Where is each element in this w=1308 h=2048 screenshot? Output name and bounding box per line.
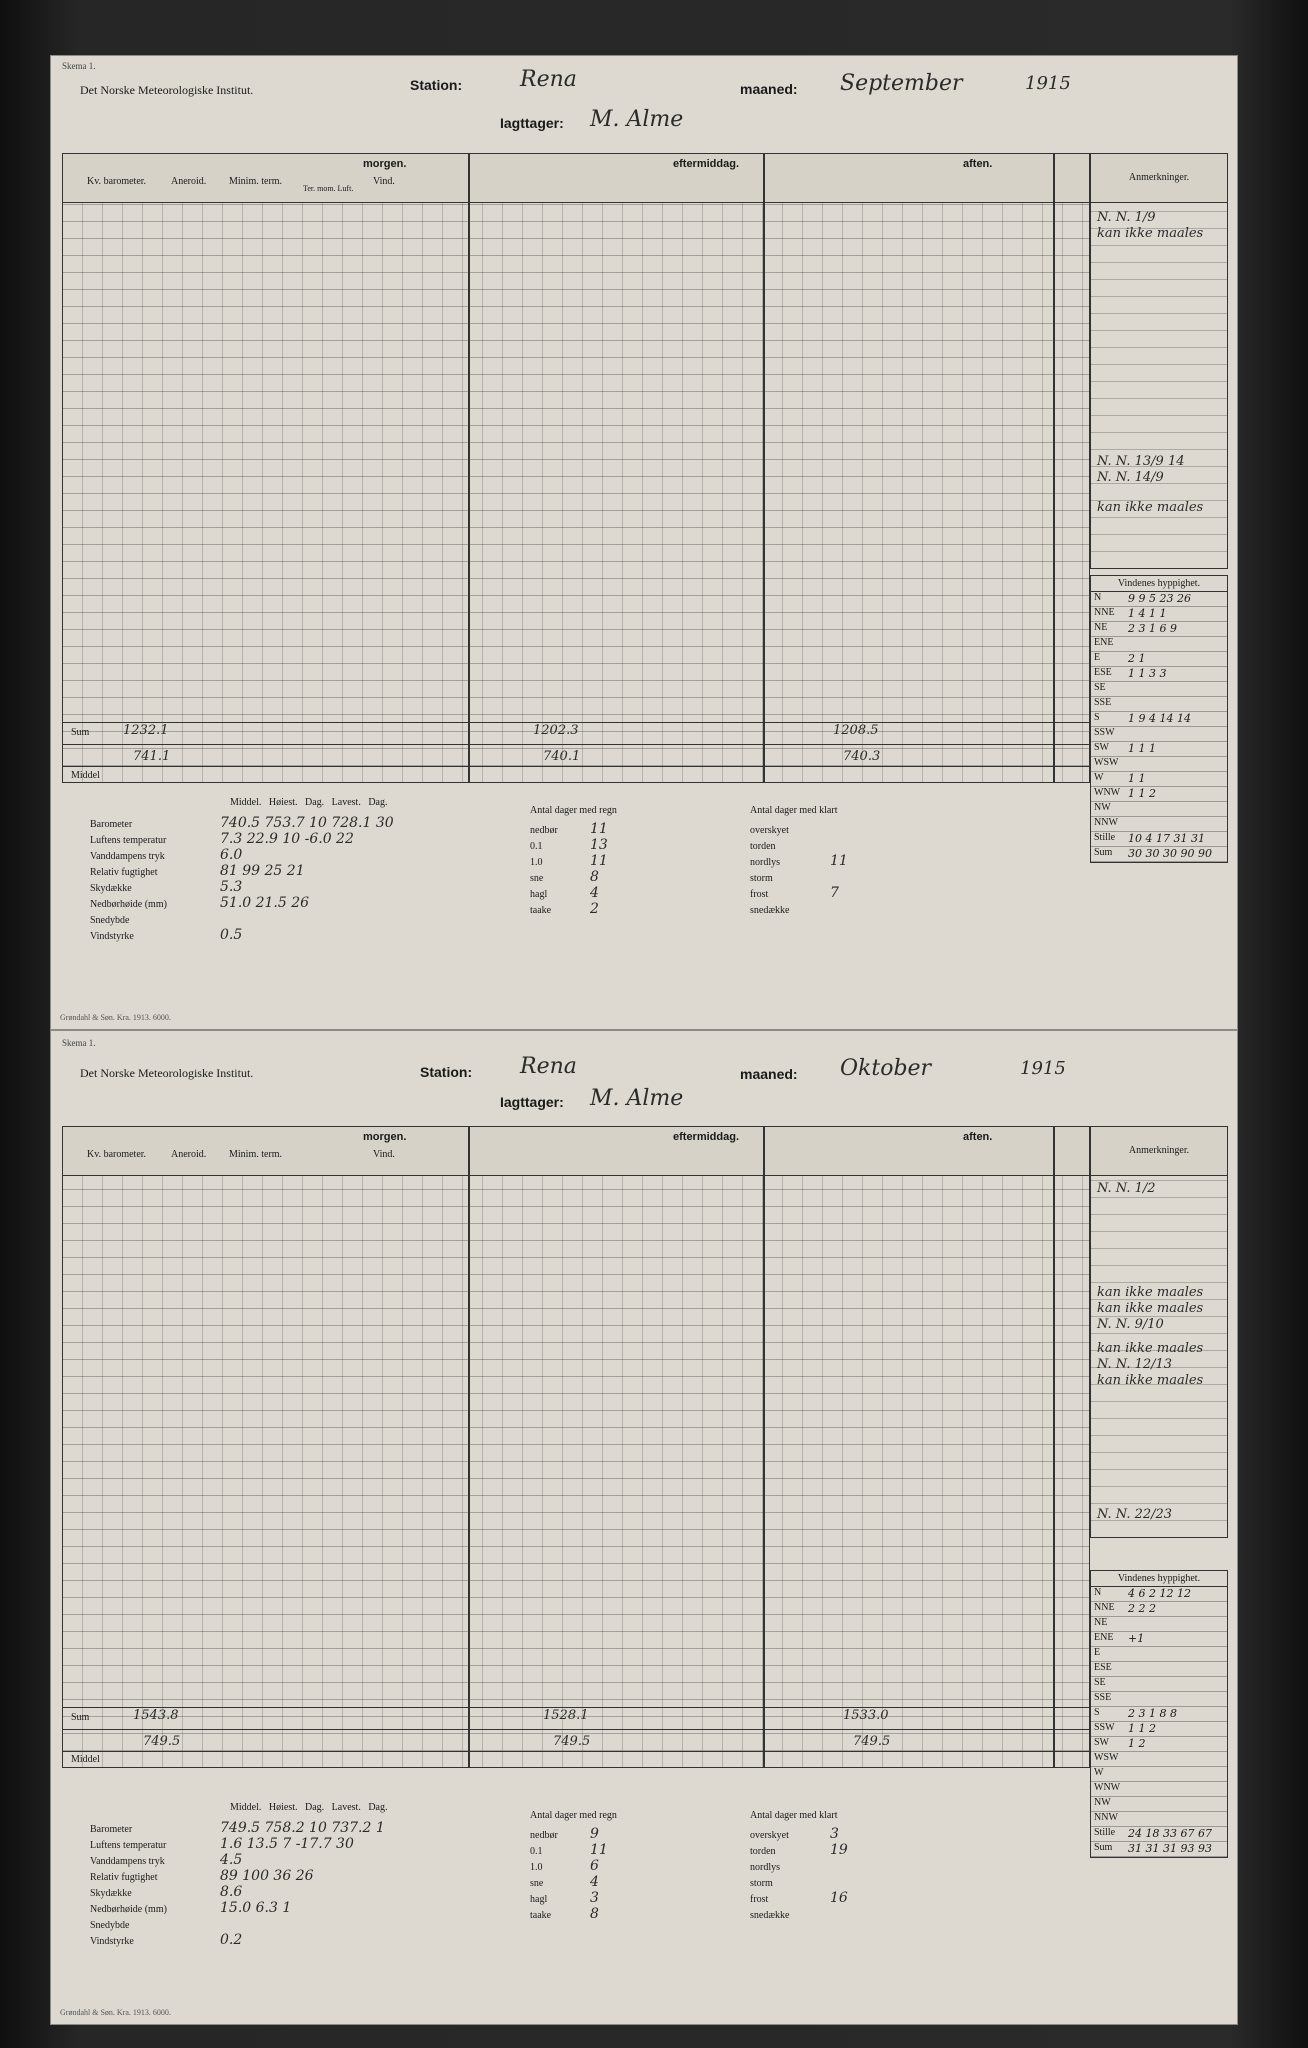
observation-table — [62, 153, 1090, 783]
wind-dir: SSE — [1094, 697, 1112, 708]
days-row: sne 4 — [530, 1874, 599, 1890]
wind-dir: WSW — [1094, 757, 1119, 768]
wind-row — [1091, 1737, 1227, 1752]
wind-row — [1091, 1662, 1227, 1677]
wind-val: 1 1 3 3 — [1128, 667, 1167, 680]
wind-dir: ENE — [1094, 637, 1114, 648]
wind-val — [1128, 802, 1227, 816]
section-divider — [468, 1127, 470, 1767]
days2-row: overskyet 3 — [750, 1826, 839, 1842]
wind-val: 4 6 2 12 12 — [1128, 1587, 1191, 1600]
section-divider — [468, 154, 470, 782]
stats-header: Dag. — [305, 797, 325, 808]
wind-val — [1128, 817, 1227, 831]
wind-row — [1091, 802, 1227, 817]
sum-label: Sum — [71, 1712, 90, 1723]
wind-dir: WNW — [1094, 787, 1121, 798]
wind-row — [1091, 742, 1227, 757]
wind-row — [1091, 1647, 1227, 1662]
remark: N. N. 1/2 — [1097, 1181, 1156, 1196]
remark: kan ikke maales — [1097, 1373, 1204, 1388]
sum-row-2 — [63, 744, 1089, 767]
station-label: Station: — [410, 77, 463, 93]
stats-row: Relativ fugtighet 81 99 25 21 — [90, 863, 305, 879]
col-term: Ter. mom. Luft. — [303, 184, 354, 193]
stats-header: Dag. — [368, 1802, 388, 1813]
wind-val — [1128, 1692, 1227, 1706]
wind-dir: N — [1094, 592, 1102, 603]
wind-row — [1091, 1602, 1227, 1617]
days-count-2 — [750, 1810, 848, 1922]
days-title: Antal dager med regn — [530, 805, 617, 816]
section-divider — [1053, 1127, 1055, 1767]
period-afternoon: eftermiddag. — [673, 158, 740, 170]
days-count-2 — [750, 805, 848, 917]
wind-dir: NE — [1094, 622, 1108, 633]
stats-header: Høiest. — [268, 1802, 298, 1813]
wind-row — [1091, 697, 1227, 712]
wind-row — [1091, 1722, 1227, 1737]
wind-frequency-table — [1090, 575, 1228, 863]
wind-dir: SSE — [1094, 1692, 1112, 1703]
wind-dir: ESE — [1094, 667, 1112, 678]
monthly-stats — [90, 1802, 388, 1948]
sum-value: 1533.0 — [843, 1708, 889, 1723]
remark: N. N. 9/10 — [1097, 1317, 1164, 1332]
wind-dir: W — [1094, 772, 1104, 783]
station-value: Rena — [520, 1054, 577, 1079]
sum-value: 1202.3 — [533, 723, 579, 738]
wind-row — [1091, 1692, 1227, 1707]
wind-dir: NE — [1094, 1617, 1108, 1628]
wind-dir: Sum — [1094, 847, 1113, 858]
remark: N. N. 1/9 — [1097, 210, 1156, 225]
days2-row: torden 19 — [750, 1842, 848, 1858]
days2-row: nordlys — [750, 1862, 780, 1873]
column-header-row — [63, 1127, 1089, 1176]
sum-row-2 — [63, 1729, 1089, 1752]
wind-val — [1128, 1752, 1227, 1766]
wind-val — [1128, 1812, 1227, 1826]
sum-value: 1543.8 — [133, 1708, 179, 1723]
wind-val — [1128, 697, 1227, 711]
wind-val: 31 31 31 93 93 — [1128, 1842, 1212, 1855]
sum-row — [63, 1707, 1089, 1730]
stats-row: Luftens temperatur 7.3 22.9 10 -6.0 22 — [90, 831, 354, 847]
wind-row — [1091, 607, 1227, 622]
wind-val — [1128, 1662, 1227, 1676]
days2-row: storm — [750, 1878, 773, 1889]
sum-value: 749.5 — [143, 1734, 181, 1749]
wind-title: Vindenes hyppighet. — [1091, 576, 1227, 592]
wind-row — [1091, 637, 1227, 652]
stats-header: Middel. — [230, 797, 262, 808]
days-row: 0.1 11 — [530, 1842, 608, 1858]
sheet-september — [50, 55, 1238, 1030]
wind-val: 10 4 17 31 31 — [1128, 832, 1205, 845]
wind-row — [1091, 1782, 1227, 1797]
wind-val — [1128, 682, 1227, 696]
wind-row — [1091, 652, 1227, 667]
wind-row — [1091, 1677, 1227, 1692]
stats-row: Skydække 8.6 — [90, 1884, 243, 1900]
wind-val: 1 4 1 1 — [1128, 607, 1167, 620]
remark: kan ikke maales — [1097, 1301, 1204, 1316]
wind-dir: E — [1094, 652, 1101, 663]
col-minim: Minim. term. — [229, 176, 283, 187]
month-value: Oktober — [840, 1056, 932, 1081]
days-row: 1.0 6 — [530, 1858, 599, 1874]
wind-val — [1128, 1767, 1227, 1781]
institute-name: Det Norske Meteorologiske Institut. — [80, 83, 254, 97]
wind-val: 1 2 — [1128, 1737, 1146, 1750]
remarks-column — [1090, 153, 1228, 569]
wind-val — [1128, 727, 1227, 741]
wind-dir: W — [1094, 1767, 1104, 1778]
wind-row — [1091, 847, 1227, 862]
wind-val: 2 2 2 — [1128, 1602, 1156, 1615]
section-divider — [763, 1127, 765, 1767]
wind-val — [1128, 1647, 1227, 1661]
remark: kan ikke maales — [1097, 500, 1204, 515]
stats-row: Luftens temperatur 1.6 13.5 7 -17.7 30 — [90, 1836, 354, 1852]
wind-row — [1091, 1797, 1227, 1812]
days2-row: nordlys 11 — [750, 853, 848, 869]
sum-value: 749.5 — [853, 1734, 891, 1749]
stats-header: Lavest. — [331, 1802, 361, 1813]
col-aneroid: Aneroid. — [171, 176, 207, 187]
remarks-title: Anmerkninger. — [1091, 154, 1227, 203]
wind-val — [1128, 1797, 1227, 1811]
sum-row — [63, 722, 1089, 745]
sum-value: 740.3 — [843, 749, 881, 764]
wind-row — [1091, 667, 1227, 682]
wind-dir: N — [1094, 1587, 1102, 1598]
wind-val — [1128, 637, 1227, 651]
col-minim: Minim. term. — [229, 1149, 283, 1160]
sum-value: 1528.1 — [543, 1708, 589, 1723]
middel-row — [63, 766, 1089, 789]
wind-row — [1091, 1767, 1227, 1782]
wind-val: 2 1 — [1128, 652, 1146, 665]
wind-dir: ENE — [1094, 1632, 1114, 1643]
stats-row: Vanddampens tryk 6.0 — [90, 847, 243, 863]
stats-row: Relativ fugtighet 89 100 36 26 — [90, 1868, 314, 1884]
stats-header: Dag. — [305, 1802, 325, 1813]
form-number: Skema 1. — [62, 61, 96, 71]
remark: N. N. 22/23 — [1097, 1507, 1173, 1522]
days2-row: frost 16 — [750, 1890, 848, 1906]
wind-val: +1 — [1128, 1632, 1145, 1645]
wind-row — [1091, 592, 1227, 607]
wind-row — [1091, 787, 1227, 802]
year-value: 1915 — [1020, 1058, 1066, 1079]
institute-name: Det Norske Meteorologiske Institut. — [80, 1066, 254, 1080]
sum-value: 740.1 — [543, 749, 581, 764]
wind-dir: SW — [1094, 1737, 1109, 1748]
section-divider — [763, 154, 765, 782]
wind-dir: ESE — [1094, 1662, 1112, 1673]
days-title: Antal dager med regn — [530, 1810, 617, 1821]
period-morning: morgen. — [363, 158, 407, 170]
stats-row: Nedbørhøide (mm) 15.0 6.3 1 — [90, 1900, 292, 1916]
stats-row: Vanddampens tryk 4.5 — [90, 1852, 243, 1868]
wind-row — [1091, 832, 1227, 847]
section-divider — [1053, 154, 1055, 782]
stats-header: Lavest. — [331, 797, 361, 808]
column-header-row — [63, 154, 1089, 203]
remark: kan ikke maales — [1097, 1341, 1204, 1356]
days-row: sne 8 — [530, 869, 599, 885]
days2-row: snedække — [750, 1910, 790, 1921]
wind-row — [1091, 682, 1227, 697]
col-wind: Vind. — [373, 1149, 395, 1160]
remark: kan ikke maales — [1097, 1285, 1204, 1300]
wind-row — [1091, 1827, 1227, 1842]
observer-value: M. Alme — [590, 1086, 684, 1111]
wind-row — [1091, 1707, 1227, 1722]
wind-row — [1091, 772, 1227, 787]
col-barometer: Kv. barometer. — [87, 176, 147, 187]
wind-dir: WNW — [1094, 1782, 1121, 1793]
wind-val: 2 3 1 6 9 — [1128, 622, 1177, 635]
wind-dir: NNW — [1094, 1812, 1118, 1823]
wind-dir: S — [1094, 1707, 1100, 1718]
days2-row: snedække — [750, 905, 790, 916]
wind-dir: SE — [1094, 1677, 1106, 1688]
wind-dir: NW — [1094, 802, 1111, 813]
period-evening: aften. — [963, 158, 993, 170]
sum-value: 1208.5 — [833, 723, 879, 738]
sum-value: 1232.1 — [123, 723, 169, 738]
wind-val — [1128, 757, 1227, 771]
col-aneroid: Aneroid. — [171, 1149, 207, 1160]
wind-val: 30 30 30 90 90 — [1128, 847, 1212, 860]
wind-dir: NNE — [1094, 607, 1115, 618]
wind-dir: Stille — [1094, 832, 1116, 843]
observer-label: Iagttager: — [500, 115, 564, 131]
station-value: Rena — [520, 67, 577, 92]
sheet-october — [50, 1030, 1238, 2025]
wind-dir: SW — [1094, 742, 1109, 753]
wind-dir: Stille — [1094, 1827, 1116, 1838]
stats-row: Barometer 749.5 758.2 10 737.2 1 — [90, 1820, 385, 1836]
stats-header: Dag. — [368, 797, 388, 808]
stats-row: Vindstyrke 0.2 — [90, 1932, 243, 1948]
wind-val — [1128, 1782, 1227, 1796]
station-label: Station: — [420, 1064, 473, 1080]
month-value: September — [840, 71, 963, 96]
sum-label: Sum — [71, 727, 90, 738]
year-value: 1915 — [1025, 73, 1071, 94]
wind-dir: NW — [1094, 1797, 1111, 1808]
remark: N. N. 13/9 14 — [1097, 454, 1185, 469]
middel-label: Middel — [71, 1754, 100, 1765]
wind-row — [1091, 1617, 1227, 1632]
wind-val — [1128, 1617, 1227, 1631]
printer-footer: Grøndahl & Søn. Kra. 1913. 6000. — [60, 2008, 171, 2017]
wind-dir: WSW — [1094, 1752, 1119, 1763]
wind-val: 2 3 1 8 8 — [1128, 1707, 1177, 1720]
wind-row — [1091, 1632, 1227, 1647]
middel-label: Middel — [71, 770, 100, 781]
days-row: taake 8 — [530, 1906, 599, 1922]
stats-header: Høiest. — [268, 797, 298, 808]
wind-dir: Sum — [1094, 1842, 1113, 1853]
days-row: hagl 3 — [530, 1890, 599, 1906]
days-row: nedbør 11 — [530, 821, 608, 837]
days-row: taake 2 — [530, 901, 599, 917]
stats-row: Skydække 5.3 — [90, 879, 243, 895]
col-barometer: Kv. barometer. — [87, 1149, 147, 1160]
days-count — [530, 805, 617, 917]
days2-row: frost 7 — [750, 885, 839, 901]
wind-dir: E — [1094, 1647, 1101, 1658]
period-afternoon: eftermiddag. — [673, 1131, 740, 1143]
wind-row — [1091, 1752, 1227, 1767]
wind-val: 1 1 — [1128, 772, 1146, 785]
monthly-stats — [90, 797, 394, 943]
days2-title: Antal dager med klart — [750, 805, 838, 816]
wind-val: 1 1 2 — [1128, 1722, 1156, 1735]
days2-title: Antal dager med klart — [750, 1810, 838, 1821]
wind-dir: SE — [1094, 682, 1106, 693]
days-row: hagl 4 — [530, 885, 599, 901]
month-label: maaned: — [740, 81, 798, 97]
remark: N. N. 12/13 — [1097, 1357, 1173, 1372]
month-label: maaned: — [740, 1066, 798, 1082]
days-row: 0.1 13 — [530, 837, 608, 853]
stats-row: Barometer 740.5 753.7 10 728.1 30 — [90, 815, 394, 831]
wind-val: 1 1 1 — [1128, 742, 1156, 755]
sum-value: 741.1 — [133, 749, 171, 764]
remarks-column — [1090, 1126, 1228, 1538]
days-count — [530, 1810, 617, 1922]
wind-title: Vindenes hyppighet. — [1091, 1571, 1227, 1587]
wind-val — [1128, 1677, 1227, 1691]
wind-dir: S — [1094, 712, 1100, 723]
wind-frequency-table — [1090, 1570, 1228, 1858]
remark: kan ikke maales — [1097, 226, 1204, 241]
period-morning: morgen. — [363, 1131, 407, 1143]
wind-dir: NNE — [1094, 1602, 1115, 1613]
form-number: Skema 1. — [62, 1038, 96, 1048]
stats-row: Nedbørhøide (mm) 51.0 21.5 26 — [90, 895, 310, 911]
wind-row — [1091, 622, 1227, 637]
remark: N. N. 14/9 — [1097, 470, 1164, 485]
wind-row — [1091, 727, 1227, 742]
wind-row — [1091, 757, 1227, 772]
middel-row — [63, 1751, 1089, 1774]
days-row: 1.0 11 — [530, 853, 608, 869]
wind-dir: SSW — [1094, 727, 1115, 738]
wind-val: 1 1 2 — [1128, 787, 1156, 800]
wind-val: 9 9 5 23 26 — [1128, 592, 1191, 605]
stats-row: Vindstyrke 0.5 — [90, 927, 243, 943]
col-wind: Vind. — [373, 176, 395, 187]
stats-row: Snedybde — [90, 915, 130, 926]
stats-row: Snedybde — [90, 1920, 130, 1931]
wind-row — [1091, 817, 1227, 832]
days2-row: overskyet — [750, 825, 789, 836]
wind-val: 24 18 33 67 67 — [1128, 1827, 1212, 1840]
observer-label: Iagttager: — [500, 1094, 564, 1110]
wind-dir: SSW — [1094, 1722, 1115, 1733]
observer-value: M. Alme — [590, 107, 684, 132]
observation-table — [62, 1126, 1090, 1768]
days2-row: storm — [750, 873, 773, 884]
wind-row — [1091, 1587, 1227, 1602]
wind-row — [1091, 712, 1227, 727]
stats-header: Middel. — [230, 1802, 262, 1813]
period-evening: aften. — [963, 1131, 993, 1143]
days-row: nedbør 9 — [530, 1826, 599, 1842]
sum-value: 749.5 — [553, 1734, 591, 1749]
wind-dir: NNW — [1094, 817, 1118, 828]
wind-row — [1091, 1812, 1227, 1827]
wind-row — [1091, 1842, 1227, 1857]
days2-row: torden — [750, 841, 776, 852]
remarks-title: Anmerkninger. — [1091, 1127, 1227, 1176]
wind-val: 1 9 4 14 14 — [1128, 712, 1191, 725]
printer-footer: Grøndahl & Søn. Kra. 1913. 6000. — [60, 1013, 171, 1022]
